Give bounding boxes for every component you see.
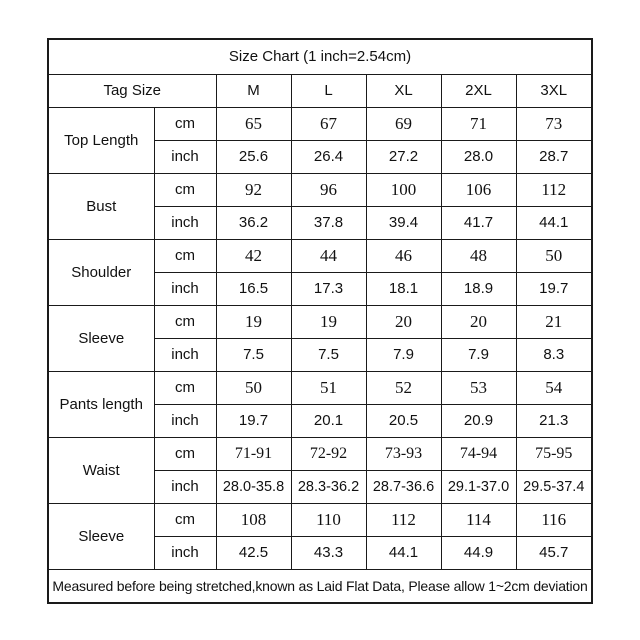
cm-value-cell: 50 <box>516 239 592 272</box>
inch-value-cell: 44.1 <box>516 206 592 239</box>
measurement-name: Shoulder <box>48 239 154 305</box>
inch-value-cell: 29.5-37.4 <box>516 470 592 503</box>
unit-label-cm: cm <box>154 305 216 338</box>
cm-value-cell: 48 <box>441 239 516 272</box>
inch-value-cell: 7.9 <box>441 338 516 371</box>
size-header: XL <box>366 74 441 107</box>
unit-label-inch: inch <box>154 470 216 503</box>
measurement-name: Pants length <box>48 371 154 437</box>
inch-value-cell: 37.8 <box>291 206 366 239</box>
measurement-name: Sleeve <box>48 503 154 569</box>
inch-value-cell: 18.9 <box>441 272 516 305</box>
inch-value-cell: 8.3 <box>516 338 592 371</box>
inch-value-cell: 36.2 <box>216 206 291 239</box>
inch-value-cell: 25.6 <box>216 140 291 173</box>
cm-value-cell: 54 <box>516 371 592 404</box>
cm-value-cell: 52 <box>366 371 441 404</box>
inch-value-cell: 19.7 <box>516 272 592 305</box>
cm-value-cell: 53 <box>441 371 516 404</box>
inch-value-cell: 17.3 <box>291 272 366 305</box>
unit-label-cm: cm <box>154 239 216 272</box>
inch-value-cell: 7.5 <box>291 338 366 371</box>
cm-value-cell: 92 <box>216 173 291 206</box>
unit-label-cm: cm <box>154 437 216 470</box>
inch-value-cell: 39.4 <box>366 206 441 239</box>
tag-size-header: Tag Size <box>48 74 216 107</box>
unit-label-cm: cm <box>154 173 216 206</box>
inch-value-cell: 16.5 <box>216 272 291 305</box>
cm-value-cell: 73 <box>516 107 592 140</box>
inch-value-cell: 27.2 <box>366 140 441 173</box>
unit-label-inch: inch <box>154 272 216 305</box>
cm-value-cell: 42 <box>216 239 291 272</box>
inch-value-cell: 43.3 <box>291 536 366 569</box>
size-chart-table <box>47 38 593 604</box>
cm-value-cell: 20 <box>366 305 441 338</box>
inch-value-cell: 28.7-36.6 <box>366 470 441 503</box>
inch-value-cell: 18.1 <box>366 272 441 305</box>
cm-value-cell: 65 <box>216 107 291 140</box>
cm-value-cell: 19 <box>291 305 366 338</box>
inch-value-cell: 28.0 <box>441 140 516 173</box>
cm-value-cell: 44 <box>291 239 366 272</box>
cm-value-cell: 75-95 <box>516 437 592 470</box>
unit-label-inch: inch <box>154 338 216 371</box>
cm-value-cell: 112 <box>516 173 592 206</box>
cm-value-cell: 71-91 <box>216 437 291 470</box>
inch-value-cell: 29.1-37.0 <box>441 470 516 503</box>
cm-value-cell: 114 <box>441 503 516 536</box>
unit-label-inch: inch <box>154 140 216 173</box>
cm-value-cell: 50 <box>216 371 291 404</box>
cm-value-cell: 20 <box>441 305 516 338</box>
size-chart-title: Size Chart (1 inch=2.54cm) <box>48 39 592 74</box>
unit-label-cm: cm <box>154 503 216 536</box>
inch-value-cell: 21.3 <box>516 404 592 437</box>
size-header: M <box>216 74 291 107</box>
inch-value-cell: 28.7 <box>516 140 592 173</box>
cm-value-cell: 51 <box>291 371 366 404</box>
inch-value-cell: 45.7 <box>516 536 592 569</box>
unit-label-cm: cm <box>154 371 216 404</box>
inch-value-cell: 26.4 <box>291 140 366 173</box>
cm-value-cell: 106 <box>441 173 516 206</box>
inch-value-cell: 20.5 <box>366 404 441 437</box>
cm-value-cell: 21 <box>516 305 592 338</box>
cm-value-cell: 72-92 <box>291 437 366 470</box>
inch-value-cell: 19.7 <box>216 404 291 437</box>
cm-value-cell: 112 <box>366 503 441 536</box>
unit-label-inch: inch <box>154 536 216 569</box>
cm-value-cell: 71 <box>441 107 516 140</box>
cm-value-cell: 46 <box>366 239 441 272</box>
cm-value-cell: 108 <box>216 503 291 536</box>
unit-label-inch: inch <box>154 404 216 437</box>
size-header: L <box>291 74 366 107</box>
inch-value-cell: 20.9 <box>441 404 516 437</box>
size-header: 2XL <box>441 74 516 107</box>
measurement-name: Bust <box>48 173 154 239</box>
cm-value-cell: 96 <box>291 173 366 206</box>
cm-value-cell: 19 <box>216 305 291 338</box>
measurement-note: Measured before being stretched,known as Laid Flat Data, Please allow 1~2cm deviation <box>48 569 592 603</box>
inch-value-cell: 20.1 <box>291 404 366 437</box>
measurement-name: Waist <box>48 437 154 503</box>
unit-label-cm: cm <box>154 107 216 140</box>
cm-value-cell: 67 <box>291 107 366 140</box>
cm-value-cell: 100 <box>366 173 441 206</box>
cm-value-cell: 116 <box>516 503 592 536</box>
inch-value-cell: 28.3-36.2 <box>291 470 366 503</box>
measurement-name: Sleeve <box>48 305 154 371</box>
cm-value-cell: 110 <box>291 503 366 536</box>
inch-value-cell: 7.9 <box>366 338 441 371</box>
size-header: 3XL <box>516 74 592 107</box>
inch-value-cell: 7.5 <box>216 338 291 371</box>
inch-value-cell: 28.0-35.8 <box>216 470 291 503</box>
cm-value-cell: 74-94 <box>441 437 516 470</box>
cm-value-cell: 69 <box>366 107 441 140</box>
inch-value-cell: 42.5 <box>216 536 291 569</box>
cm-value-cell: 73-93 <box>366 437 441 470</box>
inch-value-cell: 44.9 <box>441 536 516 569</box>
inch-value-cell: 41.7 <box>441 206 516 239</box>
inch-value-cell: 44.1 <box>366 536 441 569</box>
unit-label-inch: inch <box>154 206 216 239</box>
measurement-name: Top Length <box>48 107 154 173</box>
